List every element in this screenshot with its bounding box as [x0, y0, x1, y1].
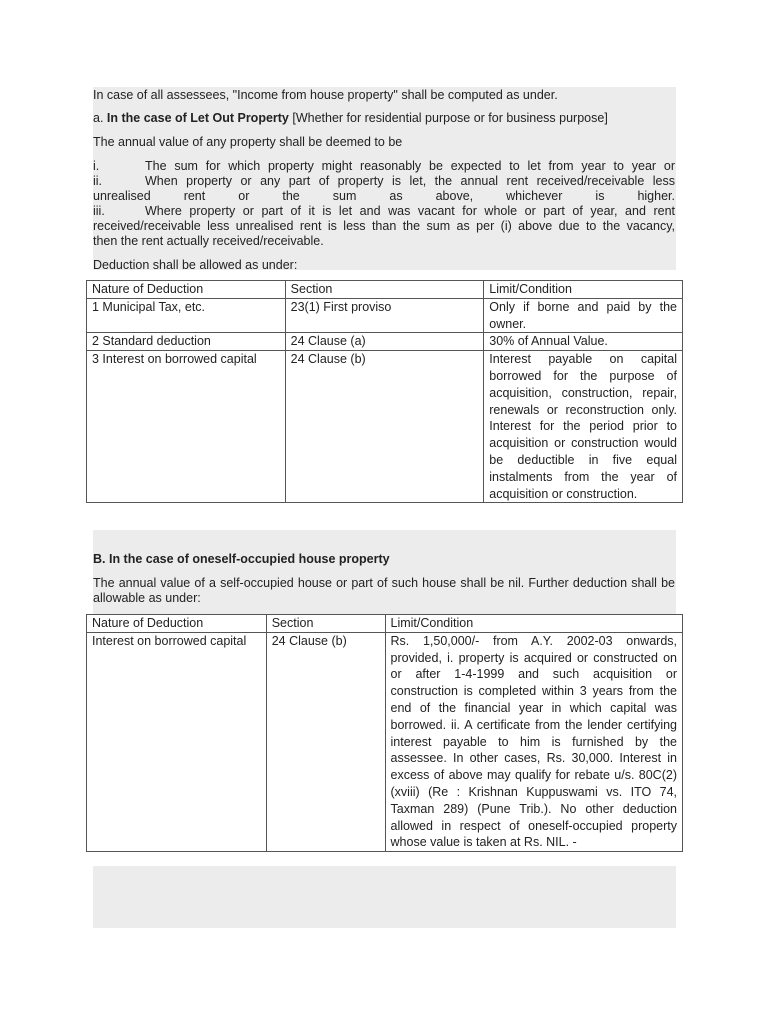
list-item-text: Where property or part of it is let and was vacant for whole or part of year, and rent	[145, 204, 675, 218]
list-item-number: iii.	[93, 204, 105, 218]
self-occupied-deduction-table	[86, 614, 683, 852]
table-row	[87, 333, 683, 351]
section-a-title: In the case of Let Out Property	[106, 111, 293, 125]
list-item-ii	[93, 174, 675, 189]
section-b-title: B. In the case of oneself-occupied house property	[93, 552, 390, 566]
list-item-ii-cont: unrealised rent or the sum as above, whichever is higher.	[93, 189, 675, 203]
header-section: Section	[285, 281, 484, 299]
table-header-row	[87, 281, 683, 299]
nature-cell: 1 Municipal Tax, etc.	[87, 298, 286, 333]
section-b-intro	[93, 576, 675, 606]
nature-cell: Interest on borrowed capital	[87, 632, 267, 851]
list-item-text: When property or any part of property is let, the annual rent received/receivable less	[145, 174, 675, 188]
list-item-number: ii.	[93, 174, 103, 188]
section-cell: 24 Clause (b)	[266, 632, 385, 851]
table-header-row	[87, 615, 683, 633]
limit-cell: 30% of Annual Value.	[484, 333, 683, 351]
list-item-iii-cont-1: received/receivable less unrealised rent is less than the sum as per (i) above due to the vacancy,	[93, 219, 675, 233]
limit-cell: Interest payable on capital borrowed for the purpose of acquisition, construction, repair, renewals or reconstruction only. Interest for the period prior to acquisition or construction would be deductible in five equal instalments from the year of acquisition or construction.	[484, 351, 683, 503]
section-b-intro-text: The annual value of a self-occupied house or part of such house shall be nil. Further deduction shall be allowable as under:	[93, 576, 675, 605]
section-a-heading	[93, 111, 608, 126]
nature-cell: 2 Standard deduction	[87, 333, 286, 351]
list-item-i	[93, 159, 675, 174]
let-out-deduction-table	[86, 280, 683, 503]
table-row	[87, 351, 683, 503]
nature-cell: 3 Interest on borrowed capital	[87, 351, 286, 503]
section-b-heading	[93, 552, 390, 567]
list-item-text: The sum for which property might reasonably be expected to let from year to year or	[145, 159, 675, 173]
bottom-shaded-block	[93, 866, 676, 928]
table-row	[87, 632, 683, 851]
limit-cell: Only if borne and paid by the owner.	[484, 298, 683, 333]
header-limit: Limit/Condition	[385, 615, 682, 633]
intro-paragraph: In case of all assessees, "Income from house property" shall be computed as under.	[93, 88, 558, 102]
list-item-iii	[93, 204, 675, 219]
list-item-number: i.	[93, 159, 100, 173]
table-row	[87, 298, 683, 333]
annual-value-intro: The annual value of any property shall be deemed to be	[93, 135, 403, 149]
limit-cell: Rs. 1,50,000/- from A.Y. 2002-03 onwards, provided, i. property is acquired or constructed on or after 1-4-1999 and such acquisition or construction is completed within 3 years from the end of the financial year in which capital was borrowed. ii. A certificate from the lender certifying interest payable to him is furnished by the assessee. In other cases, Rs. 30,000. Interest in excess of above may qualify for rebate u/s. 80C(2)(xviii) (Re : Krishnan Kuppuswami vs. ITO 74, Taxman 289) (Pune Trib.). No other deduction allowed in respect of oneself-occupied property whose value is taken at Rs. NIL. -	[385, 632, 682, 851]
header-nature: Nature of Deduction	[87, 615, 267, 633]
deduction-intro: Deduction shall be allowed as under:	[93, 258, 298, 272]
header-section: Section	[266, 615, 385, 633]
header-nature: Nature of Deduction	[87, 281, 286, 299]
section-cell: 24 Clause (a)	[285, 333, 484, 351]
section-a-note: [Whether for residential purpose or for business purpose]	[292, 111, 608, 125]
section-cell: 24 Clause (b)	[285, 351, 484, 503]
section-a-prefix: a.	[93, 111, 107, 125]
header-limit: Limit/Condition	[484, 281, 683, 299]
section-cell: 23(1) First proviso	[285, 298, 484, 333]
list-item-iii-cont-2: then the rent actually received/receivable.	[93, 234, 324, 248]
